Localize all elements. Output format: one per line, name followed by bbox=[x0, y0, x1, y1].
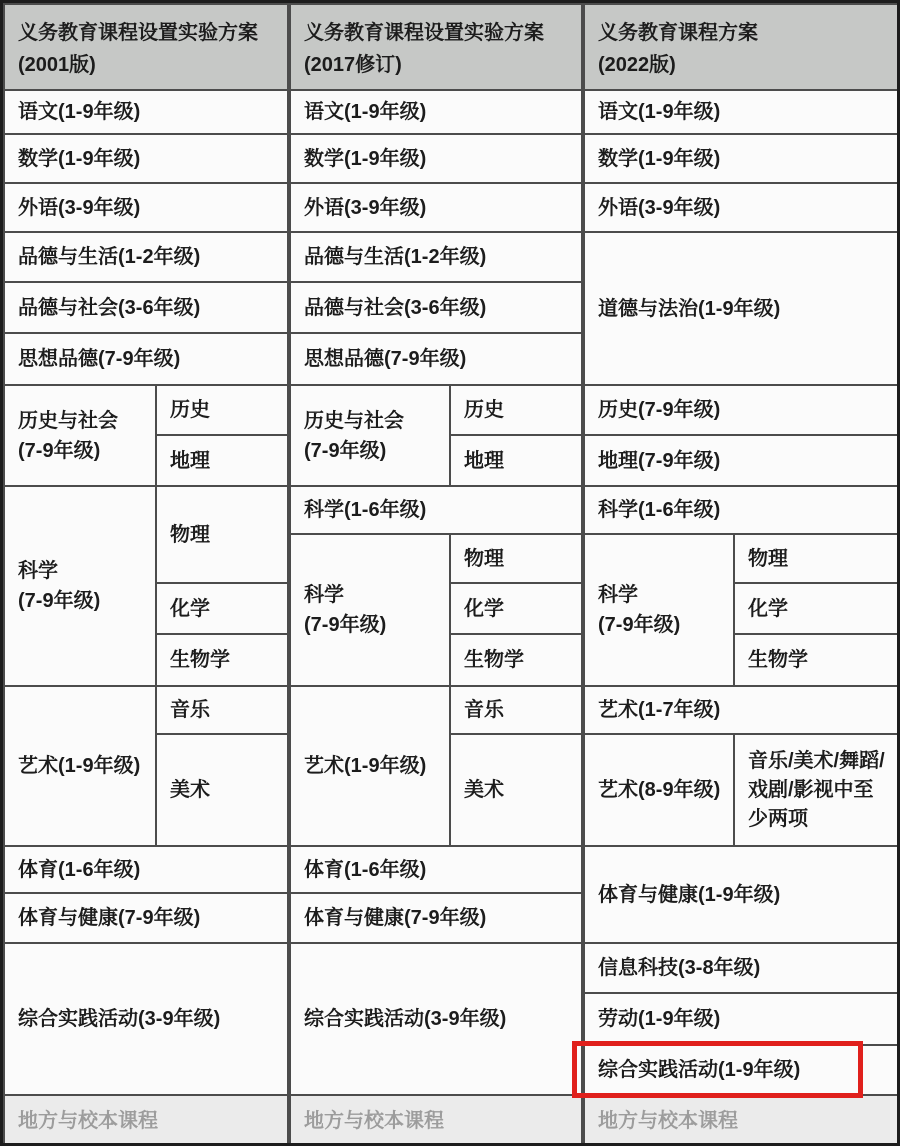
text-line: 科学 bbox=[18, 560, 58, 582]
text-line: 历史与社会 bbox=[18, 409, 118, 432]
cell-2017-math: 数学(1-9年级) bbox=[290, 134, 582, 183]
cell-2022-science-1-6: 科学(1-6年级) bbox=[584, 486, 900, 534]
cell-2022-science-7-9 bbox=[584, 534, 734, 686]
cell-2017-chinese: 语文(1-9年级) bbox=[290, 90, 582, 134]
cell-2017-pe-health: 体育与健康(7-9年级) bbox=[290, 893, 582, 943]
cell-2001-pe: 体育(1-6年级) bbox=[4, 846, 288, 893]
cell-2022-labor: 劳动(1-9年级) bbox=[584, 993, 900, 1045]
cell-2017-chemistry: 化学 bbox=[450, 583, 582, 634]
table-columns bbox=[3, 3, 897, 1146]
cell-2001-biology: 生物学 bbox=[156, 634, 288, 686]
cell-2017-physics: 物理 bbox=[450, 534, 582, 583]
header-2001 bbox=[4, 4, 288, 90]
cell-2001-morality-life: 品德与生活(1-2年级) bbox=[4, 232, 288, 282]
cell-2022-morality-law: 道德与法治(1-9年级) bbox=[584, 232, 900, 385]
cell-2001-music: 音乐 bbox=[156, 686, 288, 734]
text-line: 义务教育课程方案 bbox=[598, 22, 758, 44]
cell-2017-morality-society: 品德与社会(3-6年级) bbox=[290, 282, 582, 333]
cell-2017-music: 音乐 bbox=[450, 686, 582, 734]
text-line: 科学 bbox=[598, 584, 638, 606]
cell-2001-history-society bbox=[4, 385, 156, 486]
cell-2017-arts: 艺术(1-9年级) bbox=[290, 686, 450, 846]
cell-2017-local-school: 地方与校本课程 bbox=[290, 1095, 582, 1146]
cell-2022-chinese: 语文(1-9年级) bbox=[584, 90, 900, 134]
cell-2001-integrated-practice: 综合实践活动(3-9年级) bbox=[4, 943, 288, 1095]
text-line: (7-9年级) bbox=[304, 614, 387, 636]
cell-2017-history-society bbox=[290, 385, 450, 486]
cell-2022-foreign-language: 外语(3-9年级) bbox=[584, 183, 900, 232]
text-line: (2022版) bbox=[598, 54, 676, 76]
cell-2017-biology: 生物学 bbox=[450, 634, 582, 686]
header-2017 bbox=[290, 4, 582, 90]
cell-2001-morality-society: 品德与社会(3-6年级) bbox=[4, 282, 288, 333]
cell-2017-history: 历史 bbox=[450, 385, 582, 435]
table-2017 bbox=[289, 3, 583, 1146]
cell-2022-pe-health: 体育与健康(1-9年级) bbox=[584, 846, 900, 943]
cell-2022-local-school: 地方与校本课程 bbox=[584, 1095, 900, 1146]
cell-2017-science-1-6: 科学(1-6年级) bbox=[290, 486, 582, 534]
cell-2017-integrated-practice: 综合实践活动(3-9年级) bbox=[290, 943, 582, 1095]
text-line: 科学 bbox=[304, 584, 344, 606]
cell-2017-fine-arts: 美术 bbox=[450, 734, 582, 846]
cell-2001-chinese: 语文(1-9年级) bbox=[4, 90, 288, 134]
cell-2022-physics: 物理 bbox=[734, 534, 900, 583]
cell-2022-arts-8-9: 艺术(8-9年级) bbox=[584, 734, 734, 846]
cell-2001-science-7-9 bbox=[4, 486, 156, 686]
cell-2022-biology: 生物学 bbox=[734, 634, 900, 686]
cell-2001-math: 数学(1-9年级) bbox=[4, 134, 288, 183]
cell-2001-ideology-morality: 思想品德(7-9年级) bbox=[4, 333, 288, 385]
cell-2017-science-7-9 bbox=[290, 534, 450, 686]
cell-2001-local-school: 地方与校本课程 bbox=[4, 1095, 288, 1146]
text-line: 义务教育课程设置实验方案 bbox=[18, 22, 258, 44]
text-line: (2017修订) bbox=[304, 54, 402, 76]
cell-2022-chemistry: 化学 bbox=[734, 583, 900, 634]
table-2001 bbox=[3, 3, 289, 1146]
cell-2022-geography: 地理(7-9年级) bbox=[584, 435, 900, 486]
cell-2022-math: 数学(1-9年级) bbox=[584, 134, 900, 183]
cell-2017-foreign-language: 外语(3-9年级) bbox=[290, 183, 582, 232]
cell-2001-foreign-language: 外语(3-9年级) bbox=[4, 183, 288, 232]
text-line: (7-9年级) bbox=[18, 590, 101, 612]
cell-2017-pe: 体育(1-6年级) bbox=[290, 846, 582, 893]
cell-2017-geography: 地理 bbox=[450, 435, 582, 486]
cell-2001-fine-arts: 美术 bbox=[156, 734, 288, 846]
cell-2001-chemistry: 化学 bbox=[156, 583, 288, 634]
cell-2022-arts-8-9-options: 音乐/美术/舞蹈/戏剧/影视中至少两项 bbox=[734, 734, 900, 846]
header-2022 bbox=[584, 4, 900, 90]
cell-2022-integrated-practice: 综合实践活动(1-9年级) bbox=[584, 1045, 900, 1095]
table-2022 bbox=[583, 3, 900, 1146]
text-line: 历史与社会 bbox=[304, 409, 404, 432]
cell-2001-physics: 物理 bbox=[156, 486, 288, 583]
cell-2017-morality-life: 品德与生活(1-2年级) bbox=[290, 232, 582, 282]
cell-2001-pe-health: 体育与健康(7-9年级) bbox=[4, 893, 288, 943]
text-line: (7-9年级) bbox=[18, 439, 101, 462]
text-line: 义务教育课程设置实验方案 bbox=[304, 22, 544, 44]
text-line: (7-9年级) bbox=[598, 614, 681, 636]
cell-2022-information-tech: 信息科技(3-8年级) bbox=[584, 943, 900, 993]
cell-2001-arts: 艺术(1-9年级) bbox=[4, 686, 156, 846]
cell-2022-arts-1-7: 艺术(1-7年级) bbox=[584, 686, 900, 734]
cell-2001-geography: 地理 bbox=[156, 435, 288, 486]
text-line: (2001版) bbox=[18, 54, 96, 76]
cell-2001-history: 历史 bbox=[156, 385, 288, 435]
cell-2017-ideology-morality: 思想品德(7-9年级) bbox=[290, 333, 582, 385]
cell-2022-history: 历史(7-9年级) bbox=[584, 385, 900, 435]
text-line: (7-9年级) bbox=[304, 439, 387, 462]
